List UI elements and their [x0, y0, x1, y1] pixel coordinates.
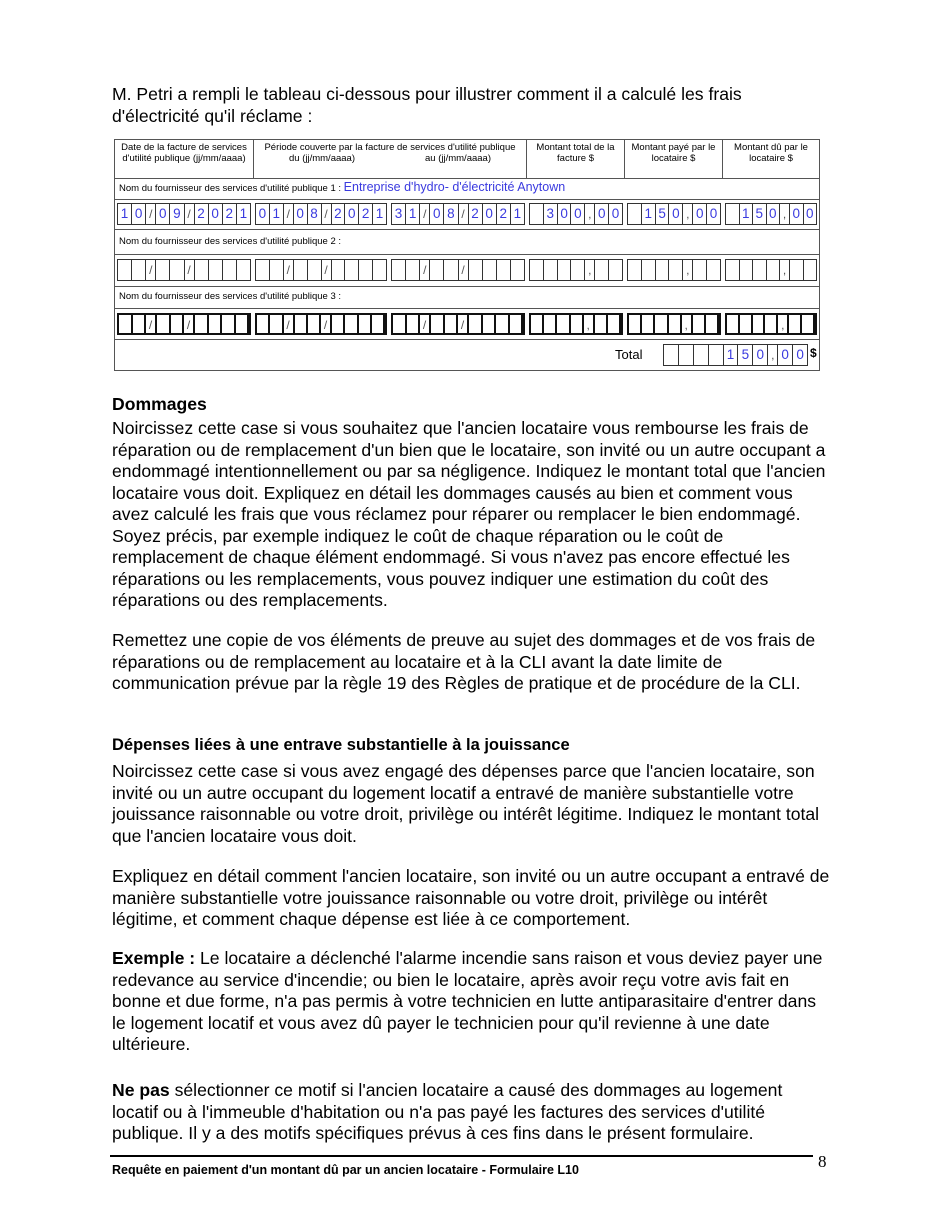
separator: , [778, 315, 789, 333]
digit-box [669, 315, 682, 333]
digit-box [753, 315, 766, 333]
digit-box [693, 315, 706, 333]
row1-paid-amount[interactable] [627, 203, 721, 225]
row2-bill-date[interactable] [117, 259, 251, 281]
digit-box [669, 260, 683, 280]
digit-box: 2 [332, 204, 346, 224]
ne-pas-label: Ne pas [112, 1080, 170, 1100]
digit-box [497, 260, 511, 280]
digit-box [257, 315, 270, 333]
digit-box [709, 345, 724, 365]
page-number: 8 [818, 1152, 827, 1171]
digit-box [332, 260, 346, 280]
digit-box: 2 [195, 204, 209, 224]
row3-period-to[interactable] [391, 313, 525, 335]
digit-box [132, 260, 146, 280]
digit-box [308, 260, 322, 280]
digit-box [664, 345, 679, 365]
row3-owed-amount[interactable] [725, 313, 817, 335]
digit-box: 1 [239, 206, 248, 221]
separator: , [768, 345, 778, 365]
separator: , [780, 260, 790, 280]
digit-box [372, 315, 385, 333]
separator: , [683, 260, 693, 280]
utility-bill-table [114, 139, 820, 371]
digit-box [294, 260, 308, 280]
digit-box [223, 260, 237, 280]
dommages-paragraph-1: Noircissez cette case si vous souhaitez que l'ancien locataire vous rembourse les frais de réparation ou de remplacement d'un bien que le locataire, son invité ou un autre occupant a endommagé intentionnellement ou par sa négligence. Indiquez le montant total que l'ancien locataire vous doit. Expliquez en détail les dommages causés au bien et comment vous avez calculé les frais que vous réclamez pour réparer ou remplacer le bien endommagé. Soyez précis, par exemple indiquez le coût de chaque réparation ou le coût de remplacement de chaque élément endommagé. Si vous n'avez pas encore effectué les réparations ou les remplacements, vous pouvez indiquer une estimation du coût des réparations ou des remplacements. [112, 418, 826, 610]
digit-box [740, 260, 754, 280]
divider [115, 339, 819, 340]
digit-box: 3 [544, 204, 558, 224]
depenses-paragraph-2: Expliquez en détail comment l'ancien locataire, son invité ou un autre occupant a entravé de manière substantielle votre jouissance raisonnable ou votre droit, privilège ou intérêt légitime, et comment chaque dépense est liée à ce comportement. [112, 866, 830, 929]
digit-box: 0 [571, 204, 585, 224]
separator: , [780, 204, 790, 224]
digit-box: 0 [709, 206, 718, 221]
header-period-to: au (jj/mm/aaaa) [425, 152, 491, 164]
digit-box: 8 [444, 204, 458, 224]
footer-title: Requête en paiement d'un montant dû par un ancien locataire - Formulaire L10 [112, 1163, 579, 1177]
digit-box: 0 [294, 204, 308, 224]
digit-box [270, 260, 284, 280]
grand-total-amount[interactable] [663, 344, 808, 366]
ne-pas-paragraph [112, 1080, 832, 1145]
digit-box [171, 315, 185, 333]
digit-box: 5 [656, 204, 670, 224]
digit-box [694, 345, 709, 365]
digit-box [236, 315, 250, 333]
digit-box: 9 [170, 204, 184, 224]
row3-total-amount[interactable] [529, 313, 623, 335]
separator: / [420, 315, 431, 333]
digit-box [373, 260, 386, 280]
digit-box: 0 [753, 345, 768, 365]
digit-box [628, 260, 642, 280]
header-paid-amount: Montant payé par le locataire $ [625, 140, 723, 178]
digit-box: 0 [156, 204, 170, 224]
digit-box [118, 260, 132, 280]
digit-box [727, 315, 740, 333]
row2-paid-amount[interactable] [627, 259, 721, 281]
depenses-heading: Dépenses liées à une entrave substantielle à la jouissance [112, 736, 570, 754]
digit-box: 1 [270, 204, 284, 224]
digit-box [345, 260, 359, 280]
row1-period-from[interactable] [255, 203, 387, 225]
separator: / [322, 204, 332, 224]
digit-box [157, 315, 171, 333]
digit-box [195, 260, 209, 280]
separator: / [322, 260, 332, 280]
digit-box [170, 260, 184, 280]
separator: / [458, 315, 469, 333]
dommages-heading: Dommages [112, 394, 207, 414]
dommages-paragraph-2: Remettez une copie de vos éléments de preuve au sujet des dommages et de vos frais de réparations ou de remplacement au locataire et à la CLI avant la date limite de communication prévue par la règle 19 des Règles de pratique et de procédure de la CLI. [112, 630, 816, 693]
digit-box [496, 315, 510, 333]
divider [115, 199, 819, 200]
digit-box [430, 260, 444, 280]
digit-box [789, 315, 802, 333]
digit-box: 0 [483, 204, 497, 224]
digit-box [156, 260, 170, 280]
separator: , [683, 204, 693, 224]
digit-box: 0 [796, 347, 804, 362]
digit-box [445, 315, 459, 333]
digit-box: 1 [375, 206, 384, 221]
row3-period-from[interactable] [255, 313, 387, 335]
separator: / [185, 260, 195, 280]
digit-box [767, 260, 781, 280]
digit-box [483, 315, 497, 333]
digit-box [511, 260, 524, 280]
digit-box [469, 315, 483, 333]
digit-box: 0 [693, 204, 707, 224]
header-total-amount: Montant total de la facture $ [527, 140, 625, 178]
footer-rule [110, 1155, 813, 1157]
digit-box: 0 [778, 345, 793, 365]
currency-sign: $ [810, 346, 817, 360]
digit-box: 0 [132, 204, 146, 224]
example-label: Exemple : [112, 948, 196, 968]
digit-box: 0 [805, 206, 814, 221]
divider [115, 229, 819, 230]
digit-box [359, 260, 373, 280]
digit-box [679, 345, 694, 365]
separator: / [459, 260, 469, 280]
separator: , [682, 315, 693, 333]
digit-box: 5 [753, 204, 767, 224]
digit-box [726, 204, 740, 224]
separator: / [284, 315, 295, 333]
header-period [254, 140, 527, 178]
separator: / [459, 204, 469, 224]
digit-box [706, 315, 719, 333]
digit-box [628, 204, 642, 224]
digit-box: 8 [308, 204, 322, 224]
digit-box [119, 315, 133, 333]
digit-box [804, 260, 817, 280]
digit-box [655, 315, 668, 333]
digit-box: 1 [118, 204, 132, 224]
separator: / [146, 260, 156, 280]
digit-box [693, 260, 707, 280]
header-owed-amount: Montant dû par le locataire $ [734, 142, 808, 164]
digit-box: 2 [359, 204, 373, 224]
digit-box: 0 [256, 204, 270, 224]
digit-box: 1 [642, 204, 656, 224]
digit-box [790, 260, 804, 280]
separator: / [321, 315, 332, 333]
digit-box: 1 [406, 204, 420, 224]
row1-owed-amount[interactable] [725, 203, 817, 225]
provider-1-label: Nom du fournisseur des services d'utilité publique 1 : [119, 183, 342, 194]
digit-box [345, 315, 358, 333]
separator: , [584, 315, 595, 333]
row3-bill-date[interactable] [117, 313, 251, 335]
digit-box: 0 [345, 204, 359, 224]
digit-box [608, 315, 621, 333]
row1-total-amount[interactable] [529, 203, 623, 225]
row1-bill-date[interactable] [117, 203, 251, 225]
digit-box: 0 [558, 204, 572, 224]
digit-box [256, 260, 270, 280]
digit-box [802, 315, 815, 333]
intro-text: M. Petri a rempli le tableau ci-dessous pour illustrer comment il a calculé les frais d'électricité qu'il réclame : [112, 84, 742, 126]
divider [115, 178, 819, 179]
digit-box: 3 [392, 204, 406, 224]
digit-box [544, 315, 557, 333]
separator: / [146, 204, 156, 224]
digit-box [726, 260, 740, 280]
digit-box [270, 315, 283, 333]
digit-box: 0 [611, 206, 620, 221]
digit-box [707, 260, 720, 280]
digit-box [531, 315, 544, 333]
separator: , [585, 204, 595, 224]
digit-box: 1 [724, 345, 739, 365]
separator: , [585, 260, 595, 280]
divider [115, 286, 819, 287]
digit-box [642, 260, 656, 280]
digit-box: 2 [223, 204, 237, 224]
divider [115, 254, 819, 255]
digit-box [209, 315, 223, 333]
separator: / [185, 204, 195, 224]
example-text: Le locataire a déclenché l'alarme incendie sans raison et vous deviez payer une redevance au service d'incendie; ou bien le locataire, après avoir reçu votre avis fait en bonne et due forme, n'a pas permis à votre technicien en lutte antiparasitaire d'entrer dans le logement locatif et vous avez dû payer le technicien pour qu'il revienne à une date ultérieure. [112, 948, 823, 1054]
digit-box [609, 260, 622, 280]
digit-box [237, 260, 250, 280]
digit-box [530, 260, 544, 280]
digit-box [510, 315, 524, 333]
header-bill-date: Date de la facture de services d'utilité publique (jj/mm/aaaa) [115, 140, 254, 178]
separator: / [420, 260, 430, 280]
provider-2-label: Nom du fournisseur des services d'utilité publique 2 : [119, 236, 342, 247]
digit-box [571, 260, 585, 280]
digit-box: 0 [790, 204, 804, 224]
digit-box [483, 260, 497, 280]
row1-period-to[interactable] [391, 203, 525, 225]
row3-paid-amount[interactable] [627, 313, 721, 335]
provider-1-name[interactable]: Entreprise d'hydro- d'électricité Anytown [343, 180, 566, 194]
digit-box: 1 [740, 204, 754, 224]
digit-box [209, 260, 223, 280]
digit-box [656, 260, 670, 280]
digit-box [431, 315, 445, 333]
provider-3-label: Nom du fournisseur des services d'utilité publique 3 : [119, 291, 342, 302]
digit-box: 1 [513, 206, 522, 221]
digit-box [530, 204, 544, 224]
digit-box [544, 260, 558, 280]
digit-box [407, 315, 421, 333]
digit-box [406, 260, 420, 280]
digit-box [753, 260, 767, 280]
digit-box: 0 [669, 204, 683, 224]
digit-box [359, 315, 372, 333]
digit-box [469, 260, 483, 280]
digit-box: 0 [430, 204, 444, 224]
digit-box [595, 315, 608, 333]
divider [115, 308, 819, 309]
digit-box: 0 [767, 204, 781, 224]
digit-box [629, 315, 642, 333]
depenses-paragraph-1: Noircissez cette case si vous avez engagé des dépenses parce que l'ancien locataire, son invité ou un autre occupant du logement locatif a entravé de manière substantielle votre jouissance raisonnable ou votre droit, privilège ou intérêt légitime. Indiquez le montant total que l'ancien locataire vous doit. [112, 761, 820, 846]
digit-box [557, 315, 570, 333]
digit-box: 0 [595, 204, 609, 224]
digit-box [765, 315, 778, 333]
row2-total-amount[interactable] [529, 259, 623, 281]
digit-box [295, 315, 308, 333]
digit-box: 5 [738, 345, 753, 365]
separator: / [146, 315, 157, 333]
provider-1-row [119, 180, 565, 194]
header-period-from: du (jj/mm/aaaa) [289, 152, 355, 164]
digit-box: 2 [497, 204, 511, 224]
example-paragraph [112, 948, 832, 1056]
separator: / [284, 260, 294, 280]
digit-box [195, 315, 209, 333]
digit-box [740, 315, 753, 333]
digit-box [642, 315, 655, 333]
header-period-title: Période couverte par la facture de services d'utilité publique [264, 142, 516, 153]
separator: / [420, 204, 430, 224]
digit-box [308, 315, 321, 333]
digit-box: 2 [469, 204, 483, 224]
digit-box [595, 260, 609, 280]
row2-period-to[interactable] [391, 259, 525, 281]
digit-box [392, 260, 406, 280]
digit-box [133, 315, 147, 333]
digit-box [393, 315, 407, 333]
digit-box [332, 315, 345, 333]
row2-owed-amount[interactable] [725, 259, 817, 281]
ne-pas-text: sélectionner ce motif si l'ancien locataire a causé des dommages au logement locatif ou à l'immeuble d'habitation ou n'a pas payé les factures des services d'utilité publique. Il y a des motifs spécifiques prévus à ces fins dans le présent formulaire. [112, 1080, 783, 1143]
digit-box [444, 260, 458, 280]
separator: / [284, 204, 294, 224]
digit-box: 0 [209, 204, 223, 224]
separator: / [184, 315, 195, 333]
total-label: Total [615, 347, 643, 362]
row2-period-from[interactable] [255, 259, 387, 281]
digit-box [222, 315, 236, 333]
digit-box [571, 315, 584, 333]
digit-box [558, 260, 572, 280]
